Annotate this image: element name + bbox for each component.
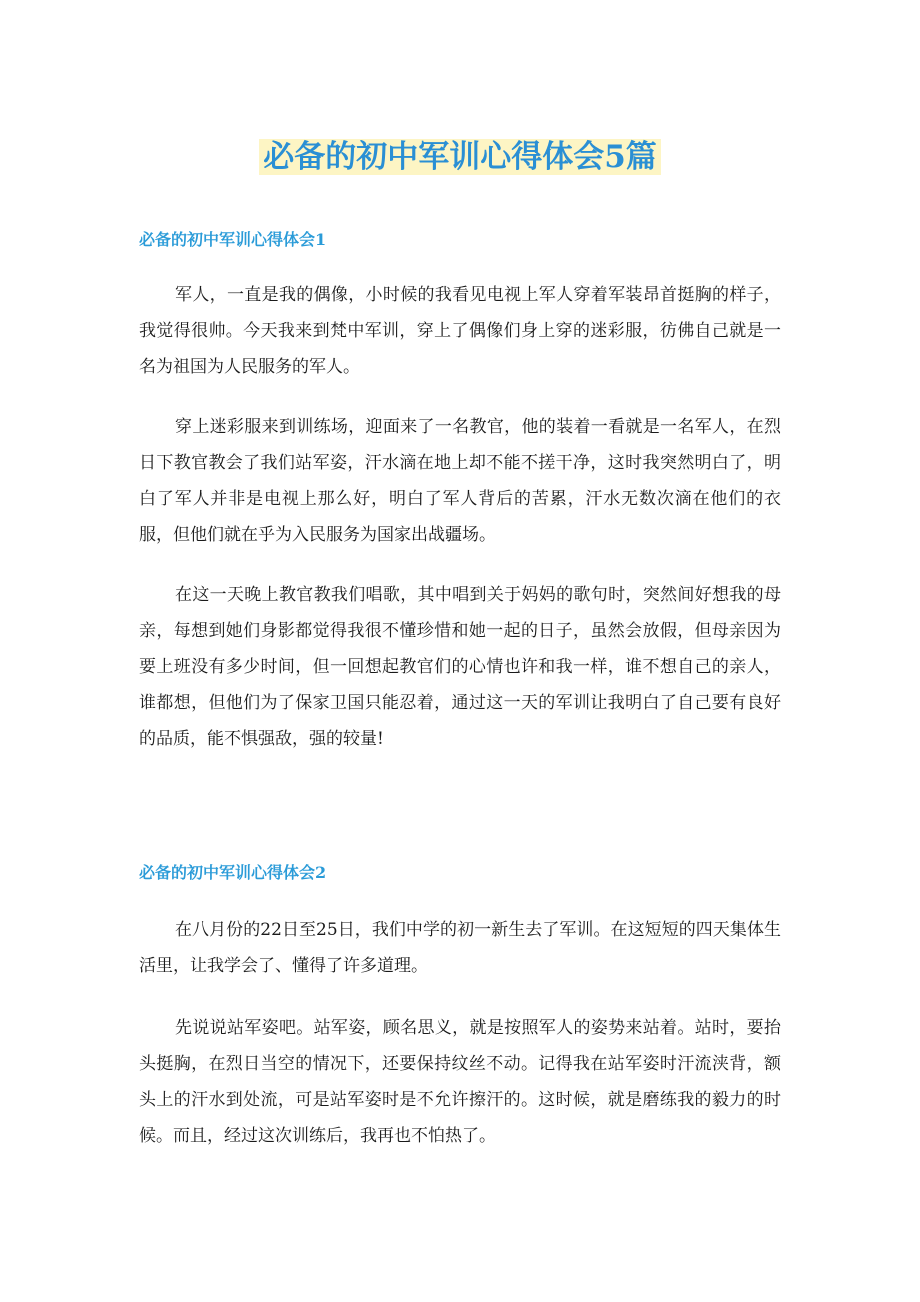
section-2-paragraph-2: 先说说站军姿吧。站军姿，顾名思义，就是按照军人的姿势来站着。站时，要抬头挺胸，在烈日当空的情况下，还要保持纹丝不动。记得我在站军姿时汗流浃背，额头上的汗水到处流，可是站军姿时是不允许擦汗的。这时候，就是磨练我的毅力的时候。而且，经过这次训练后，我再也不怕热了。 bbox=[139, 1018, 781, 1146]
section-1-paragraph-3: 在这一天晚上教官教我们唱歌，其中唱到关于妈妈的歌句时，突然间好想我的母亲，每想到她们身影都觉得我很不懂珍惜和她一起的日子，虽然会放假，但母亲因为要上班没有多少时间，但一回想起教官们的心情也许和我一样，谁不想自己的亲人，谁都想，但他们为了保家卫国只能忍着，通过这一天的军训让我明白了自己要有良好的品质，能不惧强敌，强的较量! bbox=[139, 585, 781, 749]
section-heading-1: 必备的初中军训心得体会1 bbox=[139, 230, 327, 249]
section-2-paragraph-1: 在八月份的22日至25日，我们中学的初一新生去了军训。在这短短的四天集体生活里，让我学会了、懂得了许多道理。 bbox=[139, 920, 781, 976]
document-title bbox=[0, 134, 920, 180]
section-1-paragraph-2: 穿上迷彩服来到训练场，迎面来了一名教官，他的装着一看就是一名军人，在烈日下教官教会了我们站军姿，汗水滴在地上却不能不搓干净，这时我突然明白了，明白了军人并非是电视上那么好，明白了军人背后的苦累，汗水无数次滴在他们的衣服，但他们就在乎为入民服务为国家出战疆场。 bbox=[139, 417, 781, 545]
section-heading-2: 必备的初中军训心得体会2 bbox=[139, 863, 327, 882]
section-1-paragraph-1: 军人，一直是我的偶像，小时候的我看见电视上军人穿着军装昂首挺胸的样子，我觉得很帅。今天我来到梵中军训，穿上了偶像们身上穿的迷彩服，彷佛自己就是一名为祖国为人民服务的军人。 bbox=[139, 285, 781, 377]
document-title-text: 必备的初中军训心得体会5篇 bbox=[259, 139, 661, 175]
